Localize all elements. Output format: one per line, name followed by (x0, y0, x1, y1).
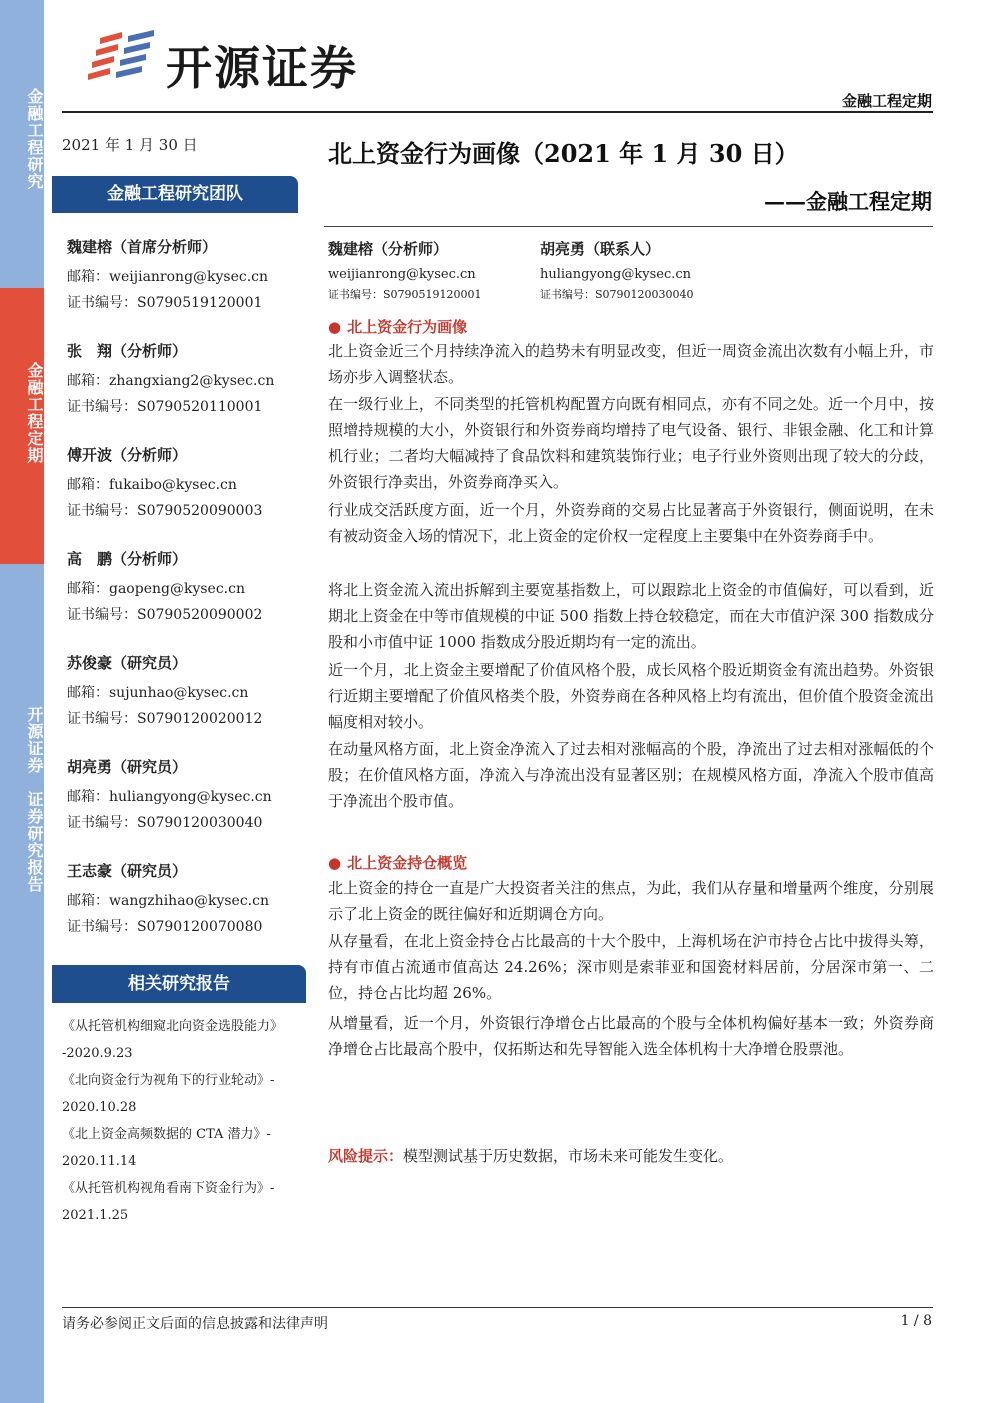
member-cert: 证书编号：S0790520110001 (67, 399, 263, 415)
related-item[interactable] (62, 1175, 318, 1229)
related-date: 2020.11.14 (62, 1154, 137, 1169)
header-series: 金融工程定期 (841, 92, 932, 110)
member-name: 高 鹏（分析师） (67, 550, 188, 568)
related-item[interactable] (62, 1121, 318, 1175)
related-title: 《北向资金行为视角下的行业轮动》- (62, 1073, 275, 1088)
member-email[interactable]: 邮箱：huliangyong@kysec.cn (67, 789, 272, 805)
report-title: 北上资金行为画像（2021 年 1 月 30 日） (328, 139, 799, 168)
related-title: 《从托管机构视角看南下资金行为》- (62, 1181, 275, 1196)
related-item[interactable] (62, 1013, 318, 1067)
member-name: 胡亮勇（研究员） (67, 758, 188, 776)
related-date: 2021.1.25 (62, 1208, 129, 1223)
author-cert: 证书编号：S0790120030040 (540, 288, 694, 301)
title-rule (324, 226, 933, 227)
author (540, 238, 694, 302)
author-email[interactable]: huliangyong@kysec.cn (540, 267, 692, 282)
paragraph: 在一级行业上，不同类型的托管机构配置方向既有相同点，亦有不同之处。近一个月中，按照增持规模的大小，外资银行和外资券商均增持了电气设备、银行、非银金融、化工和计算机行业；二者均大幅减持了食品饮料和建筑装饰行业；电子行业外资则出现了较大的分歧，外资银行净卖出，外资券商净买入。 (328, 395, 934, 491)
footer-rule (62, 1307, 933, 1308)
related-item[interactable] (62, 1067, 318, 1121)
logo-text: 开源证券 (166, 41, 358, 95)
member-cert: 证书编号：S0790520090003 (67, 503, 263, 519)
team-member (67, 444, 307, 524)
paragraph: 北上资金的持仓一直是广大投资者关注的焦点，为此，我们从存量和增量两个维度，分别展示了北上资金的既往偏好和近期调仓方向。 (328, 879, 934, 923)
member-name: 苏俊豪（研究员） (67, 654, 188, 672)
risk-label: 风险提示： (328, 1147, 404, 1165)
spine-label-bottom: 开源证券 证券研究报告 (25, 706, 44, 893)
team-member (67, 756, 307, 836)
paragraph: 从增量看，近一个月，外资银行净增仓占比最高的个股与全体机构偏好基本一致；外资券商净增仓占比最高个股中，仅拓斯达和先导智能入选全体机构十大净增仓股票池。 (328, 1014, 934, 1058)
member-email[interactable]: 邮箱：zhangxiang2@kysec.cn (67, 373, 275, 389)
author (328, 238, 482, 302)
page-number: 1 / 8 (900, 1313, 932, 1329)
section-title (328, 852, 467, 873)
member-email[interactable]: 邮箱：wangzhihao@kysec.cn (67, 893, 269, 909)
team-member (67, 548, 307, 628)
member-email[interactable]: 邮箱：gaopeng@kysec.cn (67, 581, 245, 597)
author-name: 胡亮勇（联系人） (540, 240, 661, 258)
team-member (67, 860, 307, 940)
spine-label-top: 金融工程研究 (25, 88, 44, 190)
paragraph: 在动量风格方面，北上资金净流入了过去相对涨幅高的个股，净流出了过去相对涨幅低的个股；在价值风格方面，净流入与净流出没有显著区别；在规模风格方面，净流入个股市值高于净流出个股市值。 (328, 740, 934, 810)
paragraph: 北上资金近三个月持续净流入的趋势未有明显改变，但近一周资金流出次数有小幅上升，市场亦步入调整状态。 (328, 342, 934, 386)
logo-mark-icon (88, 30, 158, 88)
related-date: 2020.10.28 (62, 1100, 137, 1115)
member-cert: 证书编号：S0790120020012 (67, 711, 263, 727)
report-subtitle: ——金融工程定期 (764, 189, 932, 214)
spine-label-middle: 金融工程定期 (25, 362, 44, 464)
bullet-icon: ● (328, 318, 342, 336)
paragraph: 从存量看，在北上资金持仓占比最高的十大个股中，上海机场在沪市持仓占比中拔得头筹，持有市值占流通市值高达 24.26%；深市则是索菲亚和国瓷材料居前，分居深市第一、二位，持仓占比均超 26%。 (328, 932, 934, 1002)
member-cert: 证书编号：S0790519120001 (67, 295, 263, 311)
header-rule (62, 111, 933, 113)
member-email[interactable]: 邮箱：fukaibo@kysec.cn (67, 477, 237, 493)
report-date: 2021 年 1 月 30 日 (62, 136, 198, 154)
member-email[interactable]: 邮箱：weijianrong@kysec.cn (67, 269, 269, 285)
member-cert: 证书编号：S0790120070080 (67, 919, 263, 935)
paragraph: 行业成交活跃度方面，近一个月，外资券商的交易占比显著高于外资银行，侧面说明，在未有被动资金入场的情况下，北上资金的定价权一定程度上主要集中在外资券商手中。 (328, 501, 934, 545)
team-member (67, 340, 307, 420)
member-cert: 证书编号：S0790520090002 (67, 607, 263, 623)
section-title-text: 北上资金行为画像 (347, 318, 468, 336)
spine-segment-bottom (0, 564, 44, 1403)
related-title: 《从托管机构细窥北向资金选股能力》 (62, 1019, 284, 1034)
paragraph: 近一个月，北上资金主要增配了价值风格个股，成长风格个股近期资金有流出趋势。外资银行近期主要增配了价值风格类个股，外资券商在各种风格上均有流出，但价值个股资金流出幅度相对较小。 (328, 661, 934, 731)
member-cert: 证书编号：S0790120030040 (67, 815, 263, 831)
member-name: 傅开波（分析师） (67, 446, 188, 464)
author-cert: 证书编号：S0790519120001 (328, 288, 482, 301)
related-title: 《北上资金高频数据的 CTA 潜力》- (62, 1127, 271, 1142)
section-title-text: 北上资金持仓概览 (347, 854, 468, 872)
team-heading: 金融工程研究团队 (52, 176, 298, 213)
related-heading: 相关研究报告 (52, 965, 306, 1003)
member-name: 魏建榕（首席分析师） (67, 238, 218, 256)
related-date: -2020.9.23 (62, 1046, 133, 1061)
section-title (328, 316, 467, 337)
team-member (67, 652, 307, 732)
member-email[interactable]: 邮箱：sujunhao@kysec.cn (67, 685, 249, 701)
bullet-icon: ● (328, 854, 342, 872)
risk-text: 模型测试基于历史数据，市场未来可能发生变化。 (403, 1147, 734, 1165)
member-name: 王志豪（研究员） (67, 862, 188, 880)
team-member (67, 236, 307, 316)
author-name: 魏建榕（分析师） (328, 240, 449, 258)
member-name: 张 翔（分析师） (67, 342, 188, 360)
footer-disclaimer: 请务必参阅正文后面的信息披露和法律声明 (62, 1316, 328, 1332)
author-email[interactable]: weijianrong@kysec.cn (328, 267, 476, 282)
paragraph: 将北上资金流入流出拆解到主要宽基指数上，可以跟踪北上资金的市值偏好，可以看到，近期北上资金在中等市值规模的中证 500 指数上持仓较稳定，而在大市值沪深 300 指数成分股和小市值中证 1000 指数成分股近期均有一定的流出。 (328, 581, 934, 651)
risk-note (328, 1145, 733, 1166)
company-logo (88, 26, 388, 96)
related-list (62, 1013, 318, 1229)
side-spine (0, 0, 44, 1403)
